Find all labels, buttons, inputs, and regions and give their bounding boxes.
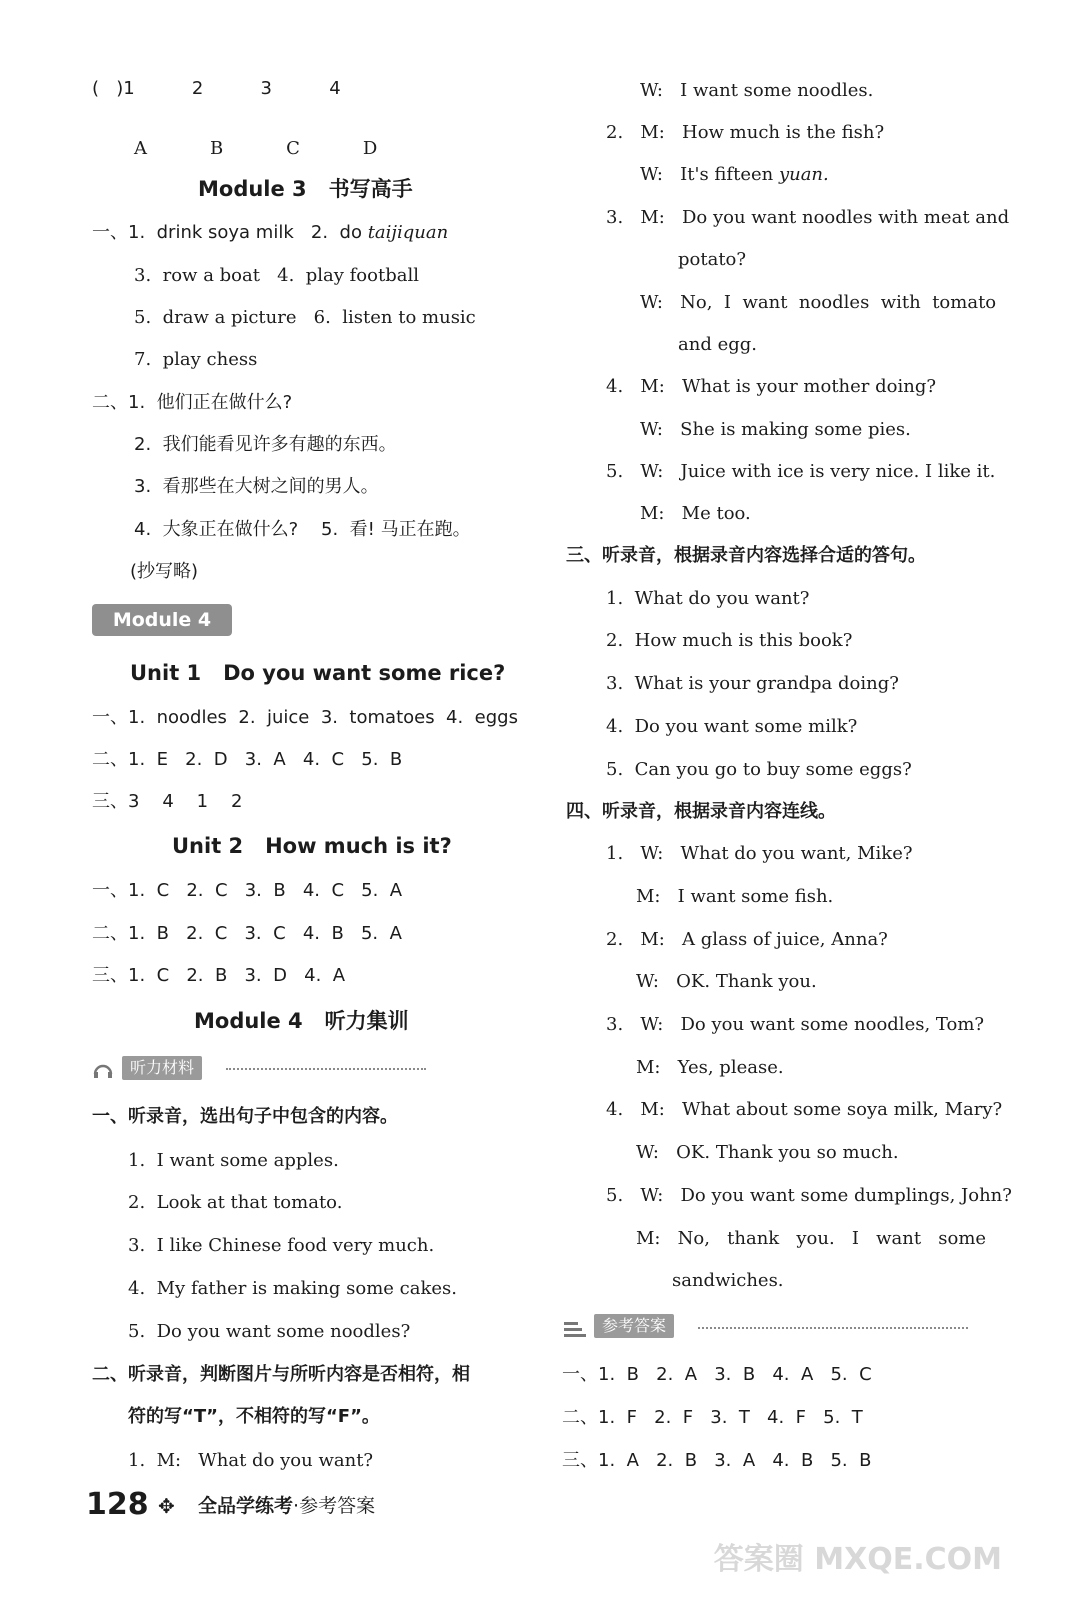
- s4-title: 四、听录音，根据录音内容连线。: [566, 801, 836, 822]
- blank-row-numbers: ( )1 2 3 4: [92, 78, 341, 99]
- u2-q1: 一、1. C 2. C 3. B 4. C 5. A: [92, 880, 403, 901]
- s3-item4: 4. Do you want some milk?: [606, 716, 858, 737]
- s1-title: 一、听录音，选出句子中包含的内容。: [92, 1106, 398, 1127]
- answer-row1: 一、1. B 2. A 3. B 4. A 5. C: [562, 1364, 872, 1385]
- s3-item2: 2. How much is this book?: [606, 630, 853, 651]
- r-line11: M: Me too.: [640, 503, 751, 524]
- m3-q1-line4: 7. play chess: [134, 349, 258, 370]
- m3-q2-line3: 3. 看那些在大树之间的男人。: [134, 476, 379, 497]
- answer-row2: 二、1. F 2. F 3. T 4. F 5. T: [562, 1407, 863, 1428]
- s4-line9: 5. W: Do you want some dumplings, John?: [606, 1185, 1012, 1206]
- module3-writing-title: Module 3 书写高手: [198, 177, 413, 201]
- u2-q2: 二、1. B 2. C 3. C 4. B 5. A: [92, 923, 402, 944]
- s2-item1: 1. M: What do you want?: [128, 1450, 374, 1471]
- listening-material-tag: 听力材料: [122, 1056, 202, 1080]
- s4-line8: W: OK. Thank you so much.: [636, 1142, 899, 1163]
- r-line4: 3. M: Do you want noodles with meat and: [606, 207, 1010, 228]
- s4-line7: 4. M: What about some soya milk, Mary?: [606, 1099, 1003, 1120]
- answer-divider: [698, 1327, 968, 1329]
- s4-line2: M: I want some fish.: [636, 886, 834, 907]
- r-line8: 4. M: What is your mother doing?: [606, 376, 937, 397]
- r-line3: [640, 162, 829, 188]
- m3-q1-line1: [92, 220, 448, 246]
- s2-title-a: 二、听录音，判断图片与所听内容是否相符，相: [92, 1364, 470, 1385]
- s4-line1: 1. W: What do you want, Mike?: [606, 843, 913, 864]
- r-line7: and egg.: [678, 334, 757, 355]
- s1-item4: 4. My father is making some cakes.: [128, 1278, 458, 1299]
- module4-badge: Module 4: [92, 604, 232, 636]
- s3-item5: 5. Can you go to buy some eggs?: [606, 759, 912, 780]
- answer-key-icon: [562, 1318, 588, 1338]
- s4-line4: W: OK. Thank you.: [636, 971, 817, 992]
- m3-q2-line2: 2. 我们能看见许多有趣的东西。: [134, 434, 397, 455]
- u1-q1: 一、1. noodles 2. juice 3. tomatoes 4. eggs: [92, 707, 518, 728]
- blank-row-letters: A B C D: [134, 138, 378, 159]
- r-line1: W: I want some noodles.: [640, 80, 874, 101]
- r-line5: potato?: [678, 249, 747, 270]
- s4-line5: 3. W: Do you want some noodles, Tom?: [606, 1014, 985, 1035]
- m3-q1-line2: 3. row a boat 4. play football: [134, 265, 419, 286]
- s3-item3: 3. What is your grandpa doing?: [606, 673, 899, 694]
- m3-q2-line4: 4. 大象正在做什么? 5. 看! 马正在跑。: [134, 519, 471, 540]
- m3-q1-italic: taijiquan: [367, 222, 449, 243]
- answer-key-tag: 参考答案: [594, 1314, 674, 1338]
- watermark-logo: 答案圈 MXQE.COM: [713, 1542, 1002, 1577]
- s4-line10: M: No, thank you. I want some: [636, 1228, 987, 1249]
- r-line10: 5. W: Juice with ice is very nice. I like it.: [606, 461, 996, 482]
- r-line6: W: No, I want noodles with tomato: [640, 292, 997, 313]
- footer-section: 参考答案: [299, 1495, 376, 1517]
- m3-q1-line1-text: 一、1. drink soya milk 2. do: [92, 222, 368, 243]
- r-line2: 2. M: How much is the fish?: [606, 122, 885, 143]
- s4-line3: 2. M: A glass of juice, Anna?: [606, 929, 888, 950]
- s2-title-b: 符的写“T”，不相符的写“F”。: [128, 1406, 380, 1427]
- diamond-icon: ✥: [158, 1494, 175, 1518]
- listening-divider: [226, 1068, 426, 1070]
- footer-text: [198, 1492, 375, 1520]
- m3-q2-line1: 二、1. 他们正在做什么?: [92, 392, 293, 413]
- m3-q1-line3: 5. draw a picture 6. listen to music: [134, 307, 476, 328]
- u1-q3: 三、3 4 1 2: [92, 791, 243, 812]
- unit1-title: Unit 1 Do you want some rice?: [130, 661, 506, 685]
- s1-item3: 3. I like Chinese food very much.: [128, 1235, 435, 1256]
- s3-item1: 1. What do you want?: [606, 588, 810, 609]
- m3-q2-note: (抄写略): [130, 561, 199, 582]
- unit2-title: Unit 2 How much is it?: [172, 834, 452, 858]
- u2-q3: 三、1. C 2. B 3. D 4. A: [92, 965, 346, 986]
- u1-q2: 二、1. E 2. D 3. A 4. C 5. B: [92, 749, 403, 770]
- s4-line11: sandwiches.: [672, 1270, 784, 1291]
- answer-row3: 三、1. A 2. B 3. A 4. B 5. B: [562, 1450, 872, 1471]
- page-number: 128: [86, 1487, 149, 1522]
- s1-item2: 2. Look at that tomato.: [128, 1192, 343, 1213]
- headphone-icon: [92, 1060, 114, 1078]
- s4-line6: M: Yes, please.: [636, 1057, 784, 1078]
- s3-title: 三、听录音，根据录音内容选择合适的答句。: [566, 545, 926, 566]
- s1-item5: 5. Do you want some noodles?: [128, 1321, 411, 1342]
- r-line3-text: W: It's fifteen: [640, 164, 779, 185]
- r-line3-italic: yuan.: [778, 164, 829, 185]
- book-title: 全品学练考: [198, 1495, 294, 1517]
- module4-listening-title: Module 4 听力集训: [194, 1009, 409, 1033]
- s1-item1: 1. I want some apples.: [128, 1150, 339, 1171]
- r-line9: W: She is making some pies.: [640, 419, 911, 440]
- footer-separator: ·: [293, 1495, 300, 1517]
